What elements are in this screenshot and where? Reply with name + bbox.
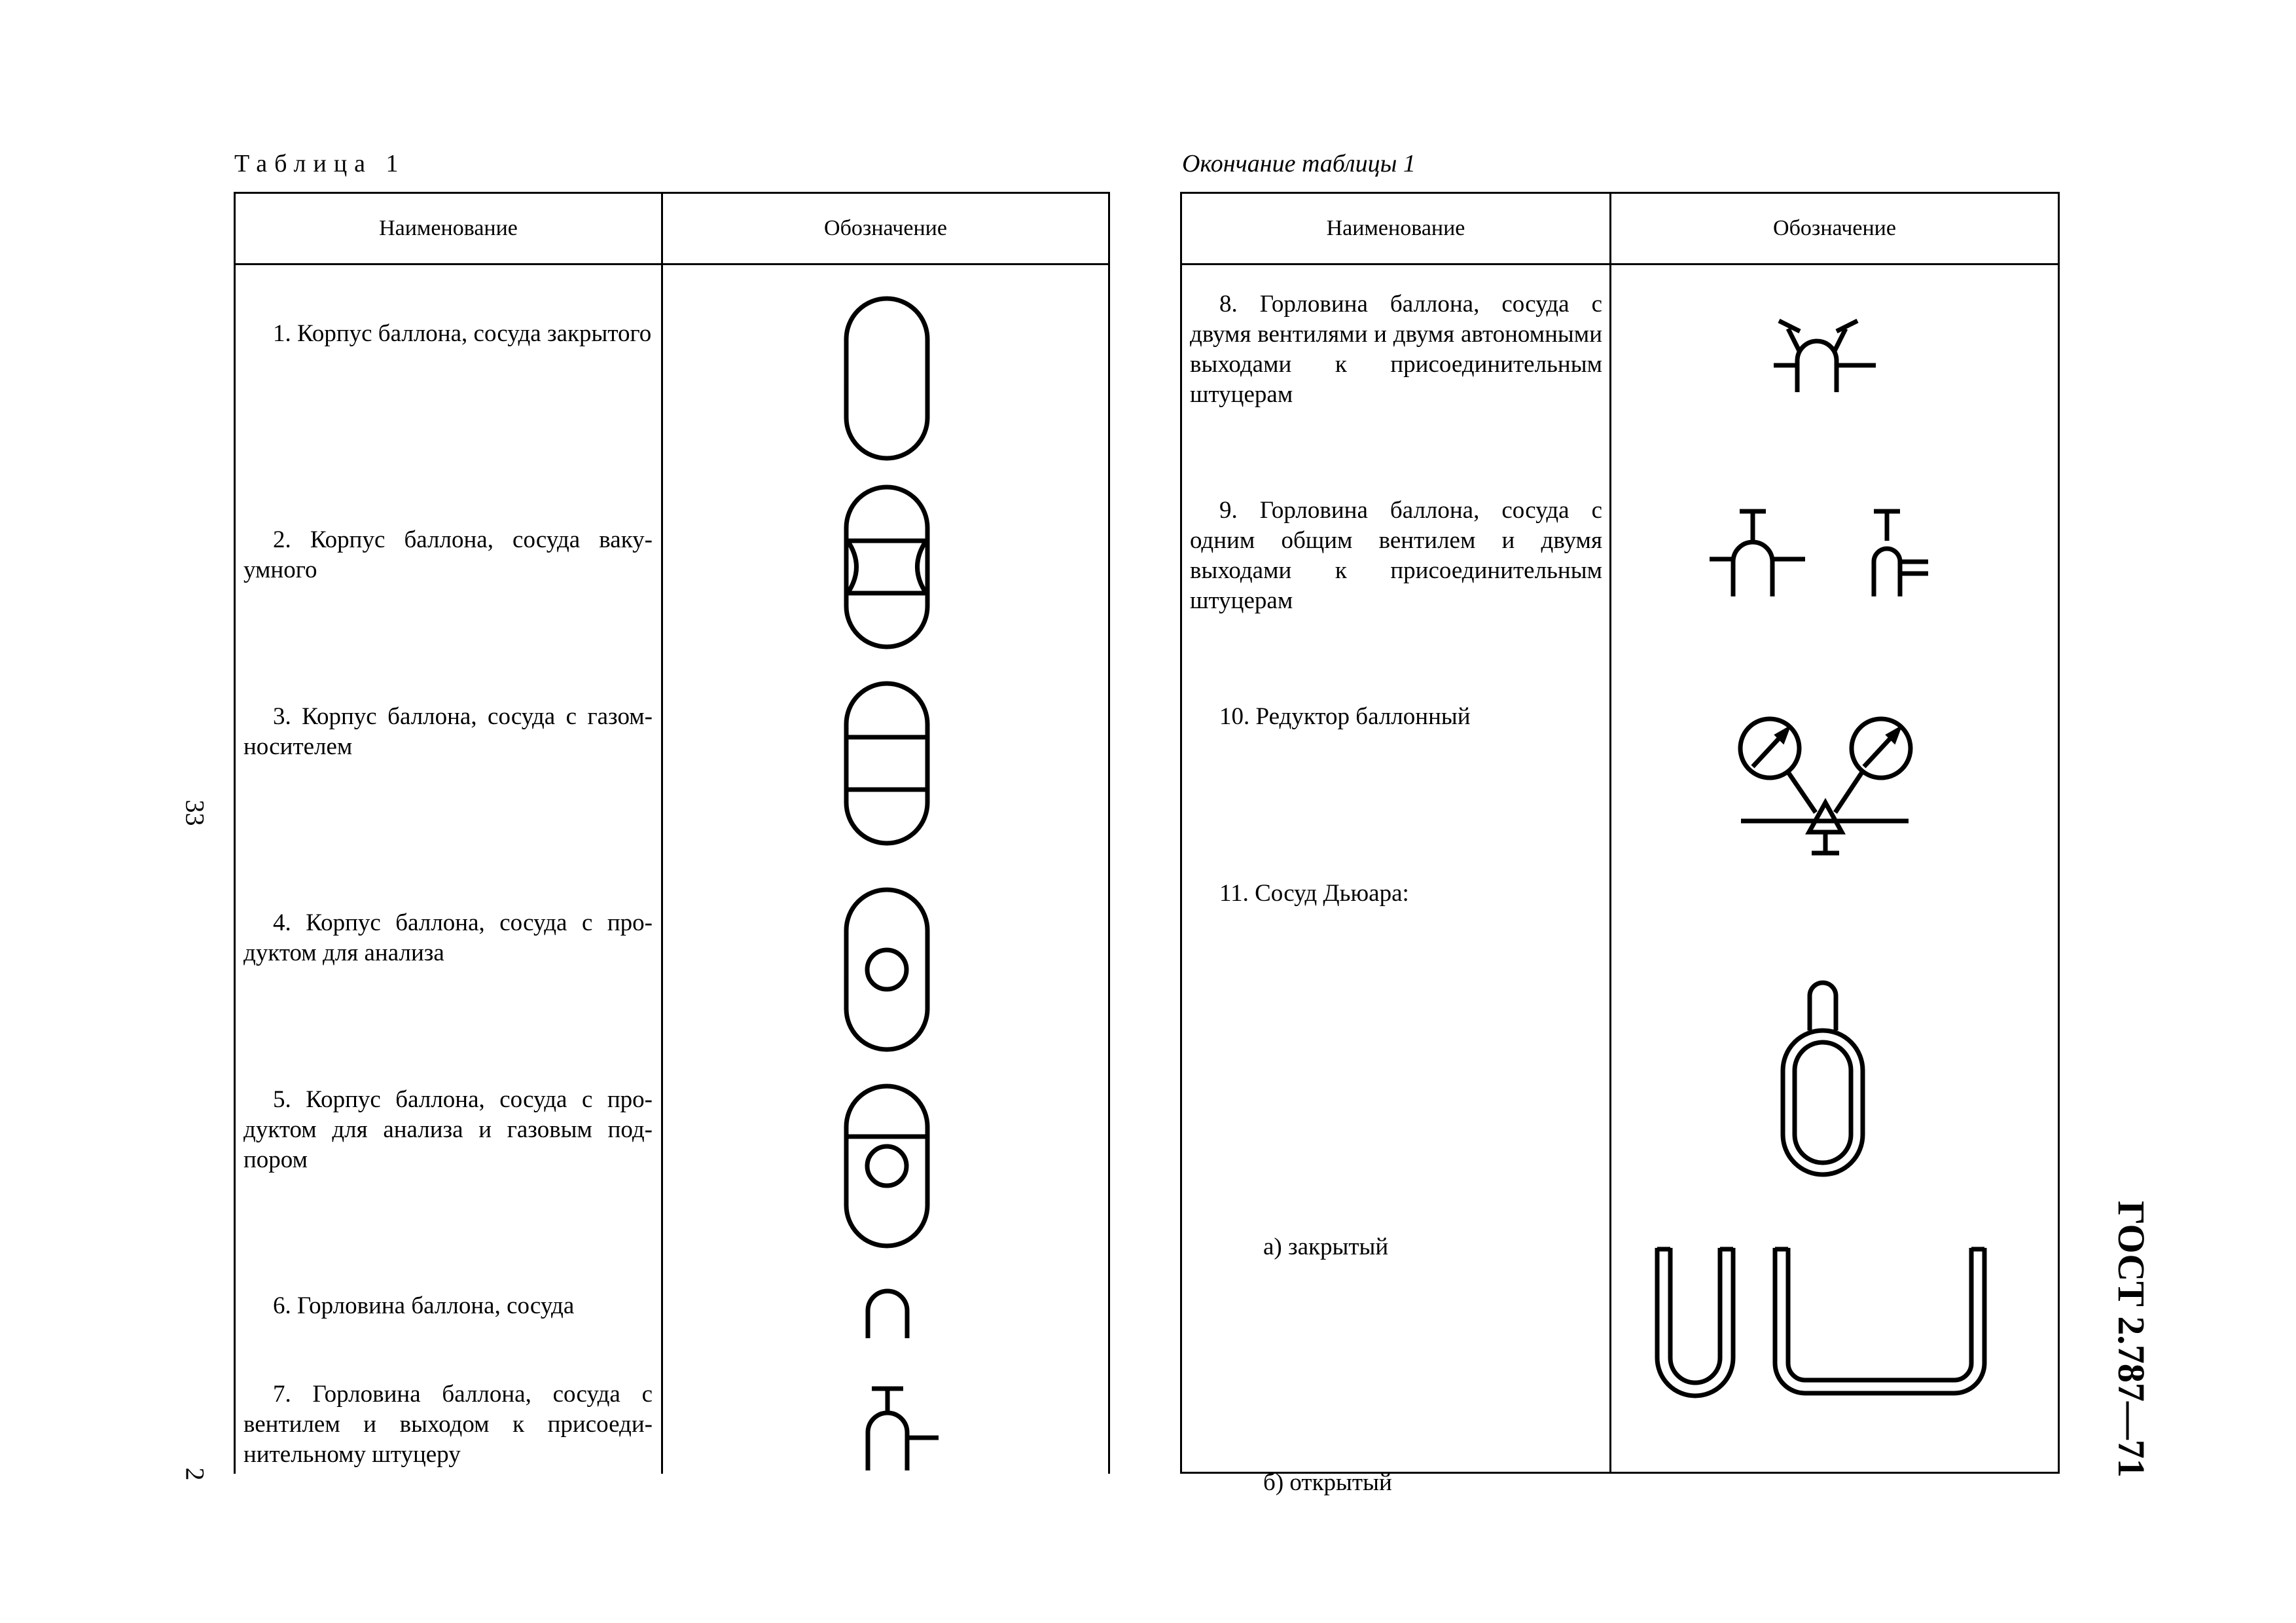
dewar-closed-icon	[1780, 976, 1865, 1179]
item-11a-text: а) закрытый	[1263, 1233, 1389, 1260]
reducer-icon	[1732, 714, 1915, 865]
neck-icon	[863, 1287, 912, 1340]
dewar-open-icon	[1653, 1248, 1994, 1398]
item-5-text: 5. Корпус баллона, сосуда с продуктом для анализа и газовым подпором	[243, 1086, 653, 1173]
page-number: 33	[180, 799, 210, 826]
column-header-name: Наименование	[379, 216, 518, 240]
item-10-text: 10. Редуктор баллонный	[1219, 703, 1471, 730]
column-header-symbol: Обозначение	[1773, 216, 1896, 240]
column-header-name: Наименование	[1326, 216, 1465, 240]
item-11b-text: б) открытый	[1263, 1469, 1392, 1496]
column-divider	[1609, 194, 1611, 1472]
item-4-text: 4. Корпус баллона, сосуда с продуктом для анализа	[243, 909, 653, 966]
carrier-gas-vessel-icon	[844, 682, 929, 845]
item-3-text: 3. Корпус баллона, сосуда с газом-носителем	[243, 703, 653, 760]
item-11-text: 11. Сосуд Дьюара:	[1219, 880, 1409, 907]
column-divider	[661, 194, 663, 1474]
column-header-symbol: Обозначение	[824, 216, 947, 240]
table-left	[234, 192, 1110, 1474]
item-9-text: 9. Горловина баллона, сосуда с одним общим вентилем и двумя выходами к присоединительным штуцерам	[1190, 497, 1602, 614]
standard-designation: ГОСТ 2.787—71	[2109, 1201, 2153, 1478]
analysis-vessel-icon	[844, 888, 929, 1051]
item-7-text: 7. Горловина баллона, сосуда с вентилем и выходом к присоединительному штуцеру	[243, 1381, 653, 1468]
closed-vessel-icon	[844, 297, 929, 460]
table-caption: Таблица 1	[234, 150, 406, 177]
neck-common-valve-icon	[1707, 508, 1956, 600]
sheet-number: 2	[180, 1467, 210, 1481]
item-1-text: 1. Корпус баллона, сосуда закрытого	[273, 320, 652, 347]
item-2-text: 2. Корпус баллона, сосуда вакуумного	[243, 526, 653, 583]
neck-valve-outlet-icon	[863, 1385, 941, 1470]
item-6-text: 6. Горловина баллона, сосуда	[273, 1292, 575, 1319]
item-8-text: 8. Горловина баллона, сосуда с двумя вентилями и двумя автономными выходами к присоединительным штуцерам	[1190, 291, 1602, 408]
header-divider	[1182, 263, 2058, 265]
analysis-gas-vessel-icon	[844, 1084, 929, 1248]
neck-two-valves-icon	[1771, 312, 1882, 393]
header-divider	[236, 263, 1108, 265]
vacuum-vessel-icon	[844, 485, 929, 649]
table-continuation-caption: Окончание таблицы 1	[1182, 150, 1416, 177]
